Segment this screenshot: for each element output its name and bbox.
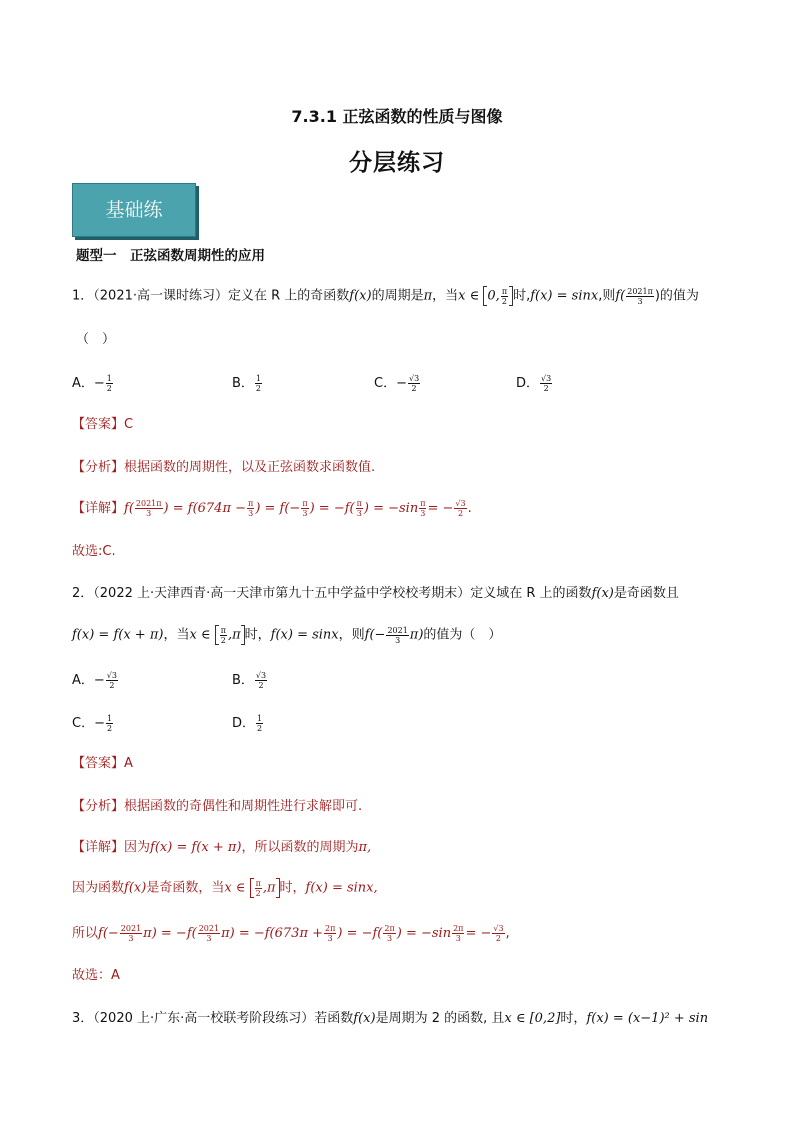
q1-interval-start: 0, — [487, 288, 500, 304]
q1-pi: π — [423, 288, 433, 304]
q1-stem-text-c: ，当 — [432, 288, 459, 304]
q1-option-c: C．− $\frac{√3}{2}$ — [374, 374, 420, 393]
q2-stem-line1: 2．（2022 上·天津西青·高一天津市第九十五中学益中学校校考期末）定义域在 R 上的函数f(x)是奇函数且 — [72, 586, 679, 601]
q1-stem-text-b: 的周期是 — [371, 288, 424, 304]
level-tag: 基础练 — [72, 183, 196, 237]
q1-paren: （ ） — [76, 332, 116, 347]
q1-analysis: 【分析】根据函数的周期性，以及正弦函数求函数值. — [72, 460, 376, 475]
q1-f-open: f( — [615, 288, 626, 304]
page-subtitle: 分层练习 — [349, 150, 445, 176]
section-heading: 题型一 正弦函数周期性的应用 — [76, 248, 265, 264]
q1-stem — [72, 286, 699, 306]
q3-stem: 3．（2020 上·广东·高一校联考阶段练习）若函数f(x)是周期为 2 的函数, 且x ∈ [0,2]时，f(x) = (x−1)² + sin — [72, 1011, 709, 1026]
q1-option-d: D． $\frac{√3}{2}$ — [516, 374, 552, 393]
q2-answer: 【答案】A — [72, 756, 133, 771]
q1-fx-sin: f(x) = sinx — [530, 288, 599, 304]
q2-option-a: A．− $\frac{√3}{2}$ — [72, 671, 117, 690]
page-title: 7.3.1 正弦函数的性质与图像 — [291, 107, 503, 126]
q2-analysis: 【分析】根据函数的奇偶性和周期性进行求解即可. — [72, 799, 363, 814]
q1-stem-text-f: )的值为 — [654, 288, 699, 304]
q1-x-in: x ∈ — [458, 288, 480, 304]
q1-option-a: A．− $\frac{1}{2}$ — [72, 374, 112, 393]
q1-stem-text-a: 1．（2021·高一课时练习）定义在 R 上的奇函数 — [72, 288, 350, 304]
q2-option-d: D． $\frac{1}{2}$ — [232, 714, 263, 733]
q2-detail-line3: 所以f(− $\frac{2021}{3}$ π) = −f( $\frac{2021}{3}$ π) = −f(673π + $\frac{2\pi}{3}$ ) = −f( $\frac{2\pi}{3}$ ) = −sin $\frac{2\pi}{3}$ = − $\frac{√3}{2}$ , — [72, 924, 510, 943]
q1-answer: 【答案】C — [72, 417, 134, 432]
q1-stem-text-d: 时, — [513, 288, 531, 304]
q1-fx: f(x) — [349, 288, 372, 304]
q2-detail-line1: 【详解】因为f(x) = f(x + π)，所以函数的周期为π, — [72, 840, 372, 855]
q1-conclusion: 故选:C. — [72, 544, 116, 559]
q1-detail: 【详解】f( $\frac{2021\pi}{3}$ ) = f(674π − $\frac{\pi}{3}$ ) = f(− $\frac{\pi}{3}$ ) = −f( $\frac{\pi}{3}$ ) = −sin $\frac{\pi}{3}$ = − $\frac{√3}{2}$ . — [72, 499, 472, 518]
q1-stem-text-e: ,则 — [598, 288, 616, 304]
q2-stem-line2: f(x) = f(x + π)，当x ∈ $\frac{\pi}{2}$ ,π 时，f(x) = sinx，则f(− $\frac{2021}{3}$ π)的值为（ ） — [72, 625, 502, 645]
q1-stem-frac: $\frac{2021\pi}{3}$ — [627, 286, 653, 306]
q1-option-b: B． $\frac{1}{2}$ — [232, 374, 262, 393]
q2-option-b: B． $\frac{√3}{2}$ — [232, 671, 267, 690]
q2-option-c: C．− $\frac{1}{2}$ — [72, 714, 113, 733]
q2-conclusion: 故选：A — [72, 968, 120, 983]
q2-detail-line2: 因为函数f(x)是奇函数，当x ∈ $\frac{\pi}{2}$ ,π 时，f(x) = sinx, — [72, 878, 378, 898]
q1-interval-frac: $\frac{\pi}{2}$ — [501, 286, 508, 306]
